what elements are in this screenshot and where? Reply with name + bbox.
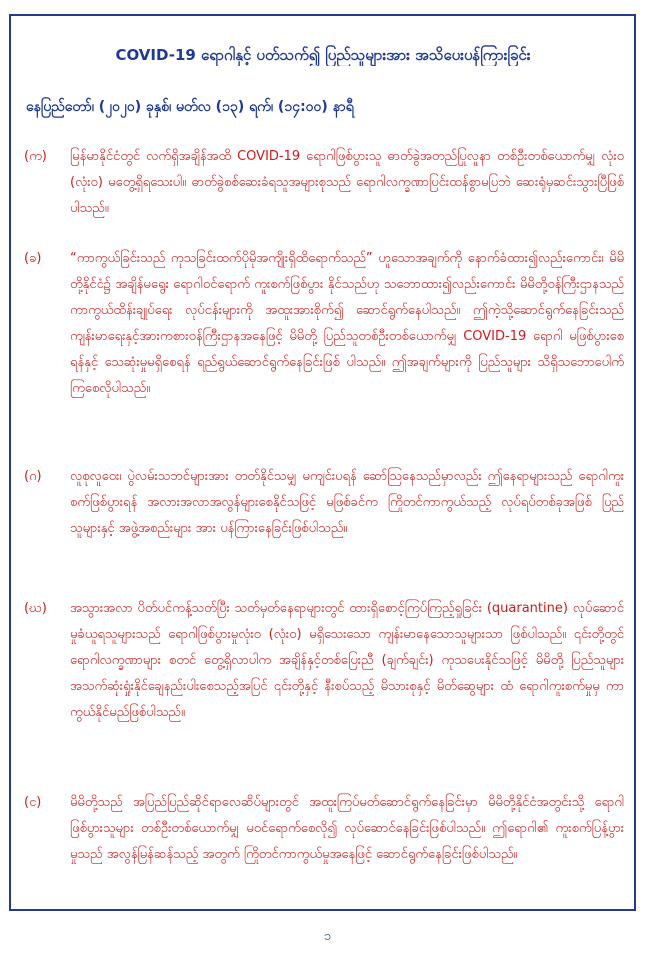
paragraph-marker: (ခ): [24, 251, 42, 266]
paragraph-ka: [24, 144, 624, 222]
paragraph-marker: (ဂ): [24, 469, 42, 484]
paragraph-text: “ကာကွယ်ခြင်းသည် ကုသခြင်းထက်ပိုမိုအကျိုးရှိထိရောက်သည်” ဟူသောအချက်ကို နောက်ခံထား၍လည်းကောင်း၊ မိမိတို့နိုင်ငံ၌ အချိန်မရွေး ရောဂါဝင်ရောက် ကူးစက်ဖြစ်ပွား နိုင်သည်ဟု သဘောထား၍လည်းကောင်း မိမိတို့ဝန်ကြီးဌာနသည် ကာကွယ်ထိန်းချုပ်ရေး လုပ်ငန်းများကို အထူးအားစိုက်၍ ဆောင်ရွက်နေပါသည်။ ဤကဲ့သို့ဆောင်ရွက်နေခြင်းသည် ကျန်းမာရေးနှင့်အားကစားဝန်ကြီးဌာနအနေဖြင့် မိမိတို့ ပြည်သူတစ်ဦးတစ်ယောက်မျှ COVID-19 ရောဂါ မဖြစ်ပွားစေရန်နှင့် သေဆုံးမှုမရှိစေရန် ရည်ရွယ်ဆောင်ရွက်နေခြင်းဖြစ် ပါသည်။ ဤအချက်များကို ပြည်သူများ သိရှိသဘောပေါက်ကြစေလိုပါသည်။: [70, 251, 624, 396]
dateline: နေပြည်တော်၊ (၂၀၂၀) ခုနှစ်၊ မတ်လ (၁၃) ရက်၊ (၁၄:၀၀) နာရီ: [26, 99, 354, 115]
paragraph-text: လူစုလူဝေး၊ ပွဲလမ်းသဘင်များအား တတ်နိုင်သမျှ မကျင်းပရန် ဆော်ဩနေသည်မှာလည်း ဤနေရာများသည် ရောဂါကူးစက်ဖြစ်ပွားရန် အလားအလာအလွန်များစေနိုင်သဖြင့် မဖြစ်ခင်က ကြိုတင်ကာကွယ်သည့် လုပ်ရပ်တစ်ခုအဖြစ် ပြည်သူများနှင့် အဖွဲ့အစည်းများ အား ပန်ကြားနေခြင်းဖြစ်ပါသည်။: [70, 469, 624, 536]
paragraph-gha: [24, 596, 624, 726]
paragraph-kha: [24, 246, 624, 402]
page-number: ၁: [323, 929, 332, 944]
paragraph-text: မြန်မာနိုင်ငံတွင် လက်ရှိအချိန်အထိ COVID-19 ရောဂါဖြစ်ပွားသူ ဓာတ်ခွဲအတည်ပြုလူနာ တစ်ဦးတစ်ယောက်မျှ လုံး၀ (လုံး၀) မတွေ့ရှိရသေးပါ။ ဓာတ်ခွဲစစ်ဆေးခံရသူအများစုသည် ရောဂါလက္ခဏာပြင်းထန်စွာမပြဘဲ ဆေးရုံမှဆင်းသွားပြီဖြစ်ပါသည်။: [70, 149, 624, 216]
paragraph-marker: (ဃ): [24, 601, 47, 616]
paragraph-nga: [24, 790, 624, 868]
paragraph-marker: (င): [24, 795, 42, 810]
paragraph-text: အသွားအလာ ပိတ်ပင်ကန့်သတ်ပြီး သတ်မှတ်နေရာများတွင် ထားရှိစောင့်ကြပ်ကြည့်ရှုခြင်း (quarantine) လုပ်ဆောင်မှုခံယူရသူများသည် ရောဂါဖြစ်ပွားမှုလုံး၀ (လုံး၀) မရှိသေးသော ကျန်းမာနေသောသူများသာ ဖြစ်ပါသည်။ ၎င်းတို့တွင် ရောဂါလက္ခဏာများ စတင် တွေ့ရှိလာပါက အချိန်နှင့်တစ်ပြေးညီ (ချက်ချင်း) ကုသပေးနိုင်သဖြင့် မိမိတို့ ပြည်သူများ အသက်ဆုံးရှုံးနိုင်ချေနည်းပါးစေသည့်အပြင် ၎င်းတို့နှင့် နီးစပ်သည့် မိသားစုနှင့် မိတ်ဆွေများ ထံ ရောဂါကူးစက်မှုမှ ကာကွယ်နိုင်မည်ဖြစ်ပါသည်။: [70, 601, 624, 720]
paragraph-ga: [24, 464, 624, 542]
paragraph-marker: (က): [24, 149, 47, 164]
document-title: COVID-19 ရောဂါနှင့် ပတ်သက်၍ ပြည်သူများအား အသိပေးပန်ကြားခြင်း: [115, 46, 531, 64]
paragraph-text: မိမိတို့သည် အပြည်ပြည်ဆိုင်ရာလေဆိပ်များတွင် အထူးကြပ်မတ်ဆောင်ရွက်နေခြင်းမှာ မိမိတို့နိုင်ငံအတွင်းသို့ ရောဂါဖြစ်ပွားသူများ တစ်ဦးတစ်ယောက်မျှ မဝင်ရောက်စေလို၍ လုပ်ဆောင်နေခြင်းဖြစ်ပါသည်။ ဤရောဂါ၏ ကူးစက်ပြန့်ပွားမှုသည် အလွန်မြန်ဆန်သည့် အတွက် ကြိုတင်ကာကွယ်မှုအနေဖြင့် ဆောင်ရွက်နေခြင်းဖြစ်ပါသည်။: [70, 795, 624, 862]
